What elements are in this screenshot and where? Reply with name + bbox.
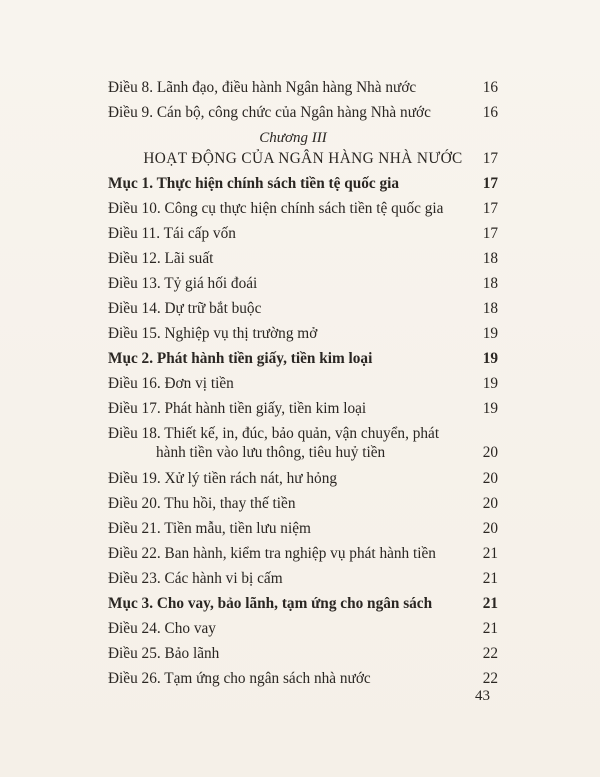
toc-section-row: [108, 349, 498, 368]
entry-page-number: 22: [482, 645, 498, 662]
entry-title: Điều 26. Tạm ứng cho ngân sách nhà nước: [108, 670, 371, 687]
entry-title: Điều 9. Cán bộ, công chức của Ngân hàng Nhà nước: [108, 104, 431, 121]
entry-page-number: 22: [482, 670, 498, 687]
toc-entry-row: [108, 399, 498, 418]
chapter-page: 17: [482, 150, 498, 167]
entry-title: Điều 22. Ban hành, kiểm tra nghiệp vụ phát hành tiền: [108, 545, 436, 562]
entry-page-number: 21: [482, 545, 498, 562]
entry-page-number: 19: [482, 375, 498, 392]
entry-title: Điều 8. Lãnh đạo, điều hành Ngân hàng Nhà nước: [108, 79, 417, 96]
entry-page-number: 21: [482, 570, 498, 587]
toc-entry-row: [108, 424, 498, 462]
entry-title: Điều 11. Tái cấp vốn: [108, 225, 236, 242]
entry-page-number: 17: [482, 225, 498, 242]
page-number: 43: [475, 688, 490, 704]
entry-page-number: 19: [482, 400, 498, 417]
toc-entry-row: [108, 374, 498, 393]
toc-entry-row: [108, 199, 498, 218]
toc-entry-row: [108, 544, 498, 563]
toc-section-row: [108, 594, 498, 613]
chapter-title: HOẠT ĐỘNG CỦA NGÂN HÀNG NHÀ NƯỚC: [143, 150, 463, 167]
toc-entry-row: [108, 78, 498, 97]
entry-page-number: 17: [482, 175, 498, 192]
toc-entry-row: [108, 619, 498, 638]
entry-page-number: 16: [482, 79, 498, 96]
entry-page-number: 21: [482, 620, 498, 637]
chapter-label: Chương III: [259, 130, 327, 146]
entry-page-number: 18: [482, 250, 498, 267]
entry-page-number: 18: [482, 300, 498, 317]
toc-top-list: [108, 78, 498, 122]
entry-page-number: 21: [482, 595, 498, 612]
entry-title: Điều 16. Đơn vị tiền: [108, 375, 234, 392]
entry-title: Điều 20. Thu hồi, thay thế tiền: [108, 495, 296, 512]
toc-entry-row: [108, 299, 498, 318]
toc-entry-row: [108, 569, 498, 588]
toc-entry-row: [108, 519, 498, 538]
entry-title: Điều 25. Bảo lãnh: [108, 645, 220, 662]
toc-entry-row: [108, 494, 498, 513]
entry-title: Điều 19. Xử lý tiền rách nát, hư hỏng: [108, 470, 337, 487]
entry-page-number: 20: [482, 470, 498, 487]
entry-title: Điều 15. Nghiệp vụ thị trường mở: [108, 325, 318, 342]
entry-title: Điều 12. Lãi suất: [108, 250, 214, 267]
entry-page-number: 19: [482, 350, 498, 367]
toc-section-row: [108, 174, 498, 193]
toc-entry-row: [108, 469, 498, 488]
entry-title: Điều 21. Tiền mẫu, tiền lưu niệm: [108, 520, 311, 537]
entry-title: Điều 23. Các hành vi bị cấm: [108, 570, 283, 587]
entry-title: Điều 13. Tỷ giá hối đoái: [108, 275, 258, 292]
entry-title: Điều 18. Thiết kế, in, đúc, bảo quản, vận chuyển, phát hành tiền vào lưu thông, tiêu huỷ tiền: [108, 425, 440, 461]
chapter-heading: [108, 150, 498, 168]
toc-entry-row: [108, 669, 498, 688]
toc-entry-row: [108, 324, 498, 343]
entry-page-number: 20: [482, 520, 498, 537]
table-of-contents: [108, 78, 498, 694]
entry-page-number: 16: [482, 104, 498, 121]
entry-page-number: 20: [482, 495, 498, 512]
entry-title: Điều 14. Dự trữ bắt buộc: [108, 300, 262, 317]
section-title: Mục 2. Phát hành tiền giấy, tiền kim loại: [108, 350, 373, 367]
toc-entry-row: [108, 249, 498, 268]
entry-title: Điều 10. Công cụ thực hiện chính sách tiền tệ quốc gia: [108, 200, 444, 217]
toc-entry-row: [108, 274, 498, 293]
entry-title: Điều 17. Phát hành tiền giấy, tiền kim loại: [108, 400, 367, 417]
entry-title: Điều 24. Cho vay: [108, 620, 216, 637]
toc-entry-list: [108, 174, 498, 688]
entry-page-number: 18: [482, 275, 498, 292]
entry-page-number: 20: [482, 444, 498, 461]
toc-entry-row: [108, 103, 498, 122]
section-title: Mục 3. Cho vay, bảo lãnh, tạm ứng cho ngân sách: [108, 595, 433, 612]
entry-page-number: 19: [482, 325, 498, 342]
toc-entry-row: [108, 224, 498, 243]
toc-entry-row: [108, 644, 498, 663]
section-title: Mục 1. Thực hiện chính sách tiền tệ quốc gia: [108, 175, 400, 192]
entry-page-number: 17: [482, 200, 498, 217]
